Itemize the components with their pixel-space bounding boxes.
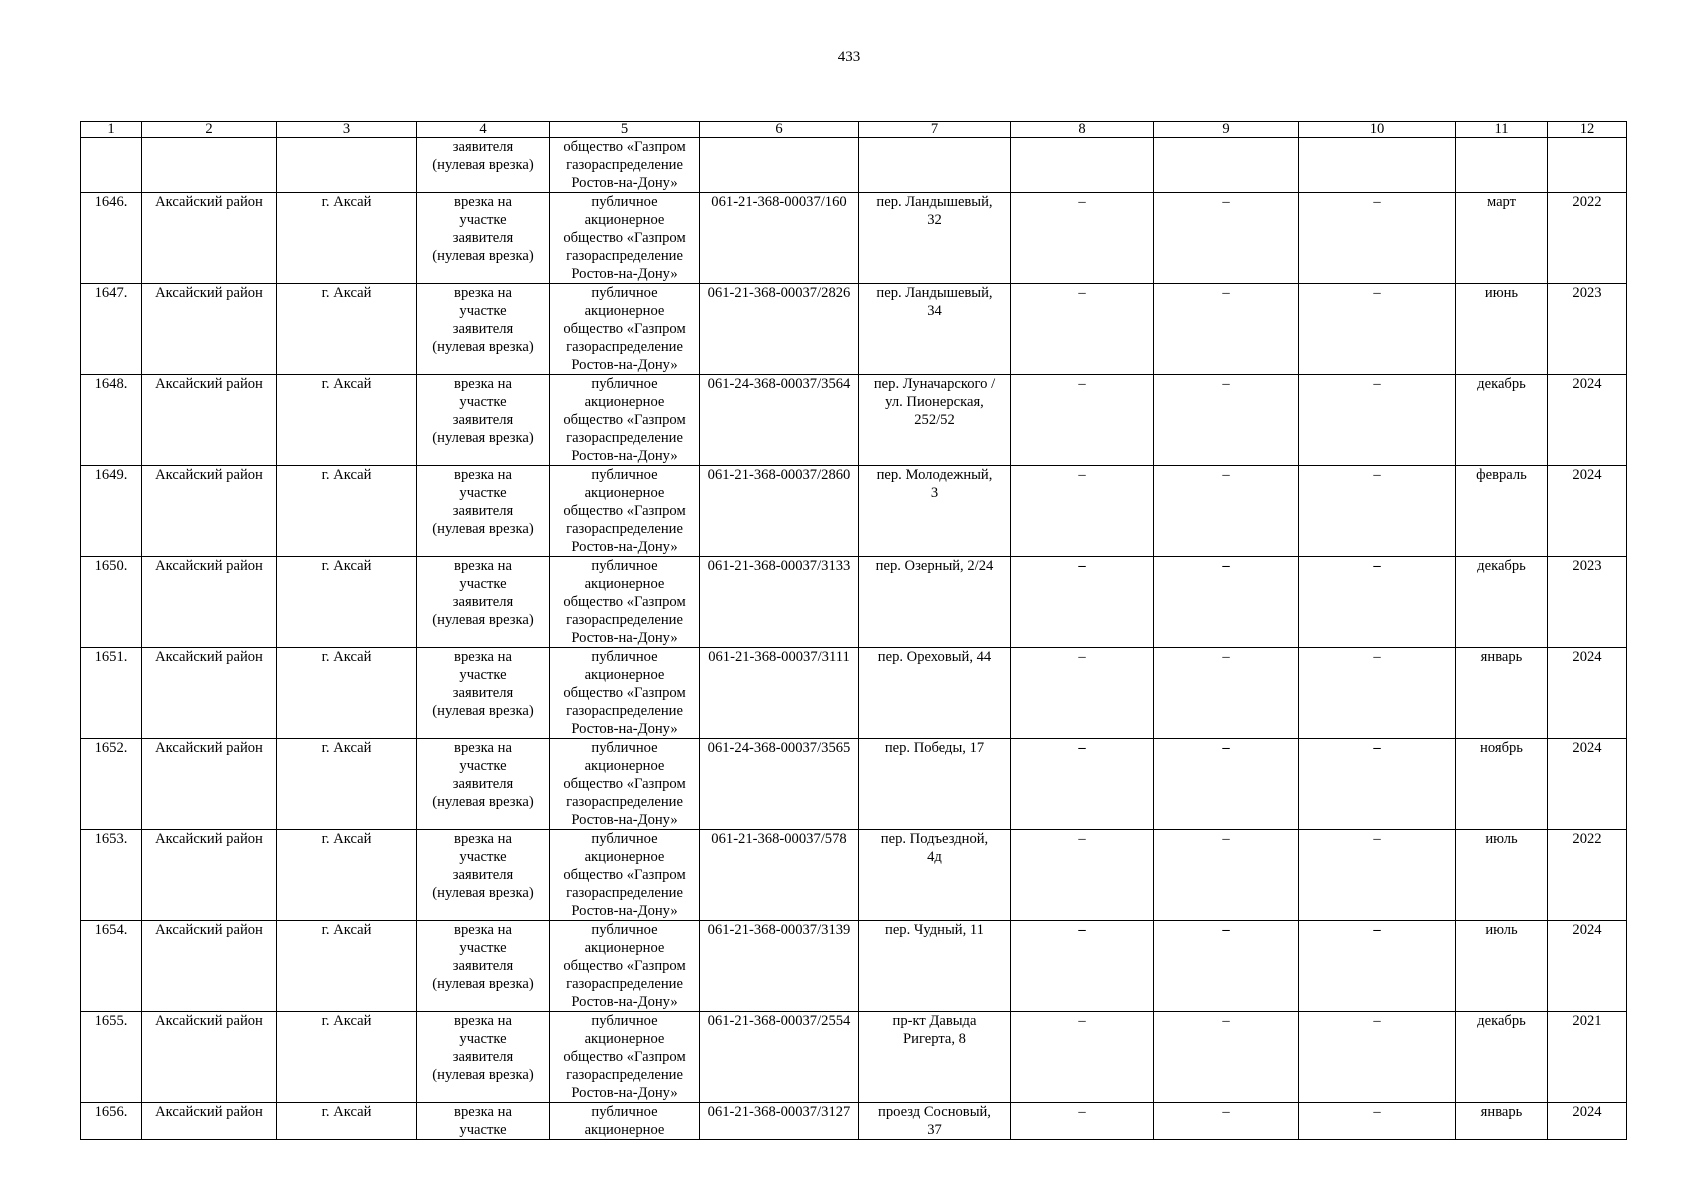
column-9-cell: – — [1154, 284, 1299, 375]
connection-method-cell: врезка на участке заявителя (нулевая врезка) — [417, 739, 550, 830]
column-9-cell: – — [1154, 830, 1299, 921]
city-cell: г. Аксай — [277, 466, 417, 557]
connection-method-cell: врезка на участке заявителя (нулевая врезка) — [417, 648, 550, 739]
organization-cell: публичное акционерное общество «Газпром газораспределение Ростов-на-Дону» — [550, 466, 700, 557]
column-10-cell: – — [1299, 284, 1456, 375]
register-body — [81, 122, 1627, 1140]
row-number-cell: 1653. — [81, 830, 142, 921]
column-10-cell: – — [1299, 557, 1456, 648]
column-8-cell: – — [1011, 830, 1154, 921]
continuation-row — [81, 138, 1627, 193]
connection-method-cell: врезка на участке заявителя (нулевая врезка) — [417, 375, 550, 466]
column-9-cell: – — [1154, 739, 1299, 830]
address-cell: пер. Молодежный, 3 — [859, 466, 1011, 557]
year-cell: 2023 — [1548, 284, 1627, 375]
city-cell: г. Аксай — [277, 284, 417, 375]
column-9-cell: – — [1154, 648, 1299, 739]
column-number: 10 — [1299, 122, 1456, 138]
table-row — [81, 466, 1627, 557]
table-row — [81, 193, 1627, 284]
column-number: 2 — [142, 122, 277, 138]
table-row — [81, 284, 1627, 375]
district-cell: Аксайский район — [142, 921, 277, 1012]
district-cell: Аксайский район — [142, 648, 277, 739]
registry-code-cell: 061-21-368-00037/3133 — [700, 557, 859, 648]
month-cell: декабрь — [1456, 1012, 1548, 1103]
month-cell: июнь — [1456, 284, 1548, 375]
column-8-cell: – — [1011, 739, 1154, 830]
district-cell: Аксайский район — [142, 375, 277, 466]
row-number-cell: 1646. — [81, 193, 142, 284]
address-cell: проезд Сосновый, 37 — [859, 1103, 1011, 1140]
city-cell: г. Аксай — [277, 1103, 417, 1140]
year-cell: 2024 — [1548, 375, 1627, 466]
organization-cell: публичное акционерное общество «Газпром газораспределение Ростов-на-Дону» — [550, 375, 700, 466]
table-row — [81, 648, 1627, 739]
organization-cell: публичное акционерное общество «Газпром газораспределение Ростов-на-Дону» — [550, 921, 700, 1012]
registry-code-cell: 061-21-368-00037/3111 — [700, 648, 859, 739]
column-8-cell: – — [1011, 1012, 1154, 1103]
column-10-cell: – — [1299, 921, 1456, 1012]
month-cell: декабрь — [1456, 375, 1548, 466]
address-cell: пер. Ландышевый, 32 — [859, 193, 1011, 284]
connection-method-cell: врезка на участке заявителя (нулевая врезка) — [417, 193, 550, 284]
address-cell: пер. Ореховый, 44 — [859, 648, 1011, 739]
month-cell: июль — [1456, 921, 1548, 1012]
month-cell: июль — [1456, 830, 1548, 921]
column-8-cell: – — [1011, 921, 1154, 1012]
cell — [1011, 138, 1154, 193]
month-cell: март — [1456, 193, 1548, 284]
column-number: 12 — [1548, 122, 1627, 138]
registry-code-cell: 061-21-368-00037/2826 — [700, 284, 859, 375]
year-cell: 2024 — [1548, 1103, 1627, 1140]
address-cell: пер. Победы, 17 — [859, 739, 1011, 830]
cell — [859, 138, 1011, 193]
district-cell: Аксайский район — [142, 557, 277, 648]
district-cell: Аксайский район — [142, 466, 277, 557]
registry-code-cell: 061-24-368-00037/3565 — [700, 739, 859, 830]
column-10-cell: – — [1299, 375, 1456, 466]
column-10-cell: – — [1299, 648, 1456, 739]
column-number: 5 — [550, 122, 700, 138]
registry-code-cell: 061-21-368-00037/578 — [700, 830, 859, 921]
district-cell: Аксайский район — [142, 739, 277, 830]
table-row — [81, 830, 1627, 921]
column-9-cell: – — [1154, 921, 1299, 1012]
registry-code-cell: 061-21-368-00037/2860 — [700, 466, 859, 557]
column-10-cell: – — [1299, 830, 1456, 921]
organization-cell: публичное акционерное общество «Газпром газораспределение Ростов-на-Дону» — [550, 648, 700, 739]
row-number-cell: 1650. — [81, 557, 142, 648]
registry-code-cell: 061-21-368-00037/3127 — [700, 1103, 859, 1140]
table-row — [81, 1103, 1627, 1140]
column-8-cell: – — [1011, 648, 1154, 739]
city-cell: г. Аксай — [277, 193, 417, 284]
column-8-cell: – — [1011, 557, 1154, 648]
row-number-cell: 1654. — [81, 921, 142, 1012]
cell — [81, 138, 142, 193]
connection-method-cell: врезка на участке заявителя (нулевая врезка) — [417, 557, 550, 648]
table-row — [81, 375, 1627, 466]
page-number: 433 — [837, 49, 861, 65]
connection-method-cell: врезка на участке заявителя (нулевая врезка) — [417, 1012, 550, 1103]
column-number-row — [81, 122, 1627, 138]
column-9-cell: – — [1154, 466, 1299, 557]
year-cell: 2024 — [1548, 466, 1627, 557]
column-9-cell: – — [1154, 375, 1299, 466]
city-cell: г. Аксай — [277, 557, 417, 648]
column-9-cell: – — [1154, 193, 1299, 284]
column-number: 6 — [700, 122, 859, 138]
city-cell: г. Аксай — [277, 921, 417, 1012]
district-cell: Аксайский район — [142, 284, 277, 375]
column-8-cell: – — [1011, 375, 1154, 466]
organization-cell: публичное акционерное общество «Газпром газораспределение Ростов-на-Дону» — [550, 557, 700, 648]
month-cell: ноябрь — [1456, 739, 1548, 830]
year-cell: 2024 — [1548, 921, 1627, 1012]
column-number: 11 — [1456, 122, 1548, 138]
column-8-cell: – — [1011, 193, 1154, 284]
registry-code-cell: 061-21-368-00037/2554 — [700, 1012, 859, 1103]
district-cell: Аксайский район — [142, 193, 277, 284]
connection-method-cell: врезка на участке — [417, 1103, 550, 1140]
city-cell: г. Аксай — [277, 1012, 417, 1103]
column-number: 7 — [859, 122, 1011, 138]
organization-cell: общество «Газпром газораспределение Ростов-на-Дону» — [550, 138, 700, 193]
column-8-cell: – — [1011, 1103, 1154, 1140]
column-8-cell: – — [1011, 466, 1154, 557]
column-10-cell: – — [1299, 1103, 1456, 1140]
address-cell: пер. Озерный, 2/24 — [859, 557, 1011, 648]
table-row — [81, 739, 1627, 830]
address-cell: пер. Чудный, 11 — [859, 921, 1011, 1012]
column-number: 8 — [1011, 122, 1154, 138]
month-cell: январь — [1456, 648, 1548, 739]
cell — [142, 138, 277, 193]
row-number-cell: 1656. — [81, 1103, 142, 1140]
column-9-cell: – — [1154, 557, 1299, 648]
column-number: 1 — [81, 122, 142, 138]
city-cell: г. Аксай — [277, 830, 417, 921]
district-cell: Аксайский район — [142, 1012, 277, 1103]
year-cell: 2021 — [1548, 1012, 1627, 1103]
cell — [277, 138, 417, 193]
cell — [1154, 138, 1299, 193]
address-cell: пер. Луначарского / ул. Пионерская, 252/52 — [859, 375, 1011, 466]
column-9-cell: – — [1154, 1103, 1299, 1140]
address-cell: пр-кт Давыда Ригерта, 8 — [859, 1012, 1011, 1103]
table-row — [81, 1012, 1627, 1103]
registry-code-cell: 061-24-368-00037/3564 — [700, 375, 859, 466]
column-10-cell: – — [1299, 739, 1456, 830]
column-9-cell: – — [1154, 1012, 1299, 1103]
city-cell: г. Аксай — [277, 648, 417, 739]
organization-cell: публичное акционерное общество «Газпром газораспределение Ростов-на-Дону» — [550, 830, 700, 921]
row-number-cell: 1648. — [81, 375, 142, 466]
year-cell: 2024 — [1548, 648, 1627, 739]
register-table — [80, 121, 1627, 1140]
connection-method-cell: врезка на участке заявителя (нулевая врезка) — [417, 921, 550, 1012]
connection-method-cell: заявителя (нулевая врезка) — [417, 138, 550, 193]
organization-cell: публичное акционерное общество «Газпром газораспределение Ростов-на-Дону» — [550, 1012, 700, 1103]
organization-cell: публичное акционерное общество «Газпром газораспределение Ростов-на-Дону» — [550, 739, 700, 830]
year-cell: 2022 — [1548, 830, 1627, 921]
registry-code-cell: 061-21-368-00037/160 — [700, 193, 859, 284]
cell — [700, 138, 859, 193]
row-number-cell: 1652. — [81, 739, 142, 830]
cell — [1456, 138, 1548, 193]
month-cell: декабрь — [1456, 557, 1548, 648]
city-cell: г. Аксай — [277, 375, 417, 466]
city-cell: г. Аксай — [277, 739, 417, 830]
column-number: 9 — [1154, 122, 1299, 138]
organization-cell: публичное акционерное общество «Газпром газораспределение Ростов-на-Дону» — [550, 284, 700, 375]
row-number-cell: 1647. — [81, 284, 142, 375]
year-cell: 2023 — [1548, 557, 1627, 648]
cell — [1548, 138, 1627, 193]
connection-method-cell: врезка на участке заявителя (нулевая врезка) — [417, 830, 550, 921]
row-number-cell: 1651. — [81, 648, 142, 739]
row-number-cell: 1655. — [81, 1012, 142, 1103]
year-cell: 2024 — [1548, 739, 1627, 830]
address-cell: пер. Ландышевый, 34 — [859, 284, 1011, 375]
table-row — [81, 921, 1627, 1012]
column-number: 4 — [417, 122, 550, 138]
district-cell: Аксайский район — [142, 1103, 277, 1140]
column-10-cell: – — [1299, 466, 1456, 557]
cell — [1299, 138, 1456, 193]
column-10-cell: – — [1299, 1012, 1456, 1103]
column-8-cell: – — [1011, 284, 1154, 375]
month-cell: февраль — [1456, 466, 1548, 557]
connection-method-cell: врезка на участке заявителя (нулевая врезка) — [417, 466, 550, 557]
month-cell: январь — [1456, 1103, 1548, 1140]
connection-method-cell: врезка на участке заявителя (нулевая врезка) — [417, 284, 550, 375]
address-cell: пер. Подъездной, 4д — [859, 830, 1011, 921]
column-number: 3 — [277, 122, 417, 138]
organization-cell: публичное акционерное общество «Газпром газораспределение Ростов-на-Дону» — [550, 193, 700, 284]
registry-code-cell: 061-21-368-00037/3139 — [700, 921, 859, 1012]
organization-cell: публичное акционерное — [550, 1103, 700, 1140]
year-cell: 2022 — [1548, 193, 1627, 284]
row-number-cell: 1649. — [81, 466, 142, 557]
district-cell: Аксайский район — [142, 830, 277, 921]
table-row — [81, 557, 1627, 648]
column-10-cell: – — [1299, 193, 1456, 284]
